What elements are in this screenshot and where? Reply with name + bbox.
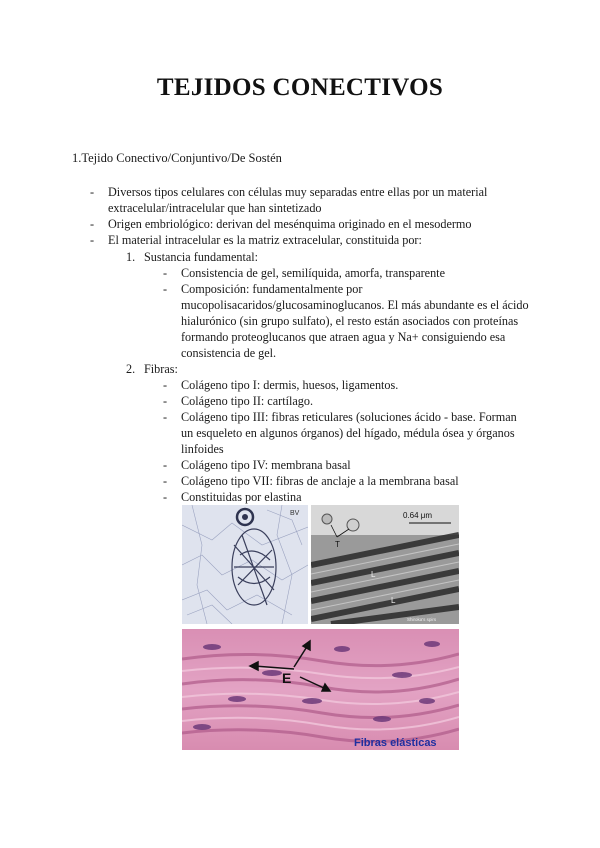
item-line: Constituidas por elastina: [181, 490, 302, 504]
fig2-credit: Shiroka's spirs: [407, 617, 437, 622]
elastic-fibers-micrograph: [182, 629, 459, 750]
item-line: Colágeno tipo III: fibras reticulares (soluciones ácido - base. Forman: [181, 410, 517, 424]
item-line: hialurónico (sin grupo sulfato), el resto están asociados con proteínas: [181, 314, 519, 328]
fig2-label-l2: L: [391, 596, 396, 605]
item-dash: -: [163, 474, 168, 488]
fig2-label-l1: L: [371, 570, 376, 579]
item-line: Colágeno tipo VII: fibras de anclaje a la membrana basal: [181, 474, 459, 488]
fig2-label-t: T: [335, 540, 340, 549]
fig3-caption: Fibras elásticas: [354, 737, 437, 749]
bullet-line: Origen embriológico: derivan del mesénquima originado en el mesodermo: [108, 217, 472, 231]
subsection-label: Sustancia fundamental:: [144, 250, 259, 264]
item-dash: -: [163, 266, 168, 280]
scale-label: 0.64 μm: [403, 511, 433, 520]
bv-label: BV: [290, 510, 300, 517]
item-line: un esqueleto en algunos órganos) del hígado, médula ósea y órganos: [181, 426, 515, 440]
item-dash: -: [163, 282, 168, 296]
item-line: linfoides: [181, 442, 224, 456]
item-line: Composición: fundamentalmente por: [181, 282, 363, 296]
item-line: Colágeno tipo II: cartílago.: [181, 394, 313, 408]
section-heading: 1.Tejido Conectivo/Conjuntivo/De Sostén: [72, 151, 282, 165]
item-line: Consistencia de gel, semilíquida, amorfa, transparente: [181, 266, 445, 280]
bullet-line: Diversos tipos celulares con células muy separadas entre ellas por un material: [108, 185, 488, 199]
item-line: Colágeno tipo I: dermis, huesos, ligamentos.: [181, 378, 399, 392]
subsection-number: 1.: [126, 250, 136, 264]
item-line: Colágeno tipo IV: membrana basal: [181, 458, 351, 472]
item-dash: -: [163, 410, 168, 424]
item-dash: -: [163, 394, 168, 408]
bullet-dash: -: [90, 233, 95, 247]
reticular-fibers-micrograph: [182, 505, 308, 624]
item-line: formando proteoglucanos que atraen agua y Na+ consiguiendo esa: [181, 330, 506, 344]
item-dash: -: [163, 378, 168, 392]
item-dash: -: [163, 458, 168, 472]
bullet-line: extracelular/intracelular que han sintetizado: [108, 201, 322, 215]
subsection-label: Fibras:: [144, 362, 178, 376]
bullet-dash: -: [90, 185, 95, 199]
page-title: TEJIDOS CONECTIVOS: [156, 74, 444, 101]
item-line: consistencia de gel.: [181, 346, 277, 360]
fig3-marker-e: E: [282, 670, 292, 686]
bullet-line: El material intracelular es la matriz extracelular, constituida por:: [108, 233, 422, 247]
item-line: mucopolisacaridos/glucosaminoglucanos. El más abundante es el ácido: [181, 298, 529, 312]
collagen-em-micrograph: [311, 505, 459, 624]
item-dash: -: [163, 490, 168, 504]
bullet-dash: -: [90, 217, 95, 231]
subsection-number: 2.: [126, 362, 136, 376]
